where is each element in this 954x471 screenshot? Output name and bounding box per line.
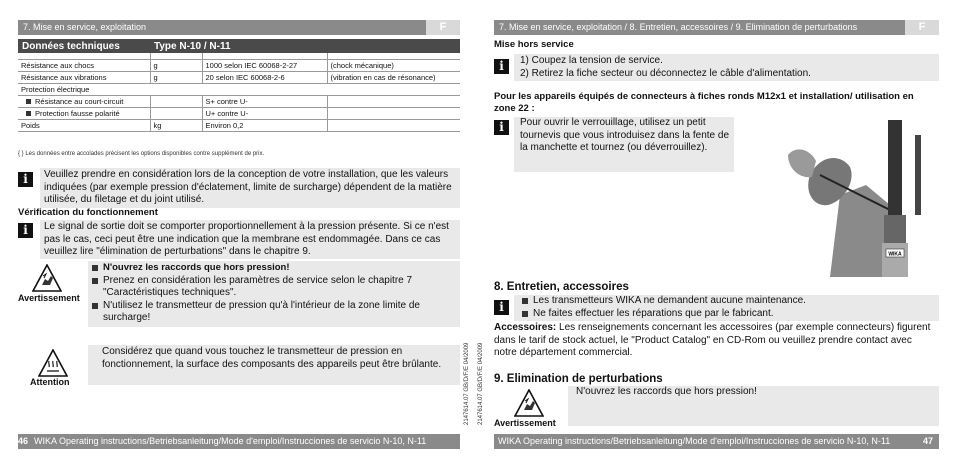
shutdown-step: 1) Coupez la tension de service. bbox=[520, 55, 663, 66]
table-cell: Résistance aux vibrations bbox=[18, 71, 150, 83]
table-cell: (chock mécanique) bbox=[327, 59, 460, 71]
table-cell: g bbox=[150, 71, 202, 83]
info-icon: i bbox=[494, 300, 509, 315]
maintenance-list bbox=[520, 295, 935, 320]
table-cell: kg bbox=[150, 119, 202, 131]
info-text-function: Le signal de sortie doit se comporter proportionnellement à la pression présente. Si ce n'est pas le cas, ceci peut être une indication que la membrane est endommagée. Dans ce cas veuillez lire "élimination de perturbations" dans le chapitre 9. bbox=[44, 221, 449, 257]
page-number: 46 bbox=[18, 436, 29, 446]
section-title-troubleshooting: 9. Elimination de perturbations bbox=[494, 373, 663, 385]
table-cell: S+ contre U- bbox=[202, 95, 327, 107]
hand-injury-warning-icon bbox=[514, 389, 544, 417]
header-text: 7. Mise en service, exploitation bbox=[23, 22, 147, 32]
connector-photo bbox=[770, 115, 940, 277]
section-title-shutdown: Mise hors service bbox=[494, 39, 574, 50]
document-code: 2147614.07 GB/D/F/E 04/2009 bbox=[478, 342, 484, 425]
info-text-design: Veuillez prendre en considération lors de la conception de votre installation, que les valeurs indiquées (par exemple pression d'éclatement, limite de surcharge) dépendent de la matière utilisée, du filetage et du joint utilisé. bbox=[44, 169, 452, 205]
caution-text: Considérez que quand vous touchez le transmetteur de pression en fonctionnement, la surface des composants des appareils peut être brûlante. bbox=[102, 346, 442, 370]
accessories-label: Accessoires: bbox=[494, 322, 557, 333]
table-cell: Protection électrique bbox=[18, 83, 460, 95]
section-title-verification: Vérification du fonctionnement bbox=[18, 207, 158, 218]
table-cell: 20 selon IEC 60068-2-6 bbox=[202, 71, 327, 83]
warning-item: N'utilisez le transmetteur de pression qu'à l'intérieur de la zone limite de surcharge! bbox=[90, 300, 452, 325]
table-head-title: Données techniques bbox=[18, 39, 150, 53]
warning-item: Prenez en considération les paramètres de service selon le chapitre 7 "Caractéristiques techniques". bbox=[90, 275, 452, 300]
document-code: 2147614.07 GB/D/F/E 04/2009 bbox=[464, 342, 470, 425]
warning-text: N'ouvrez les raccords que hors pression! bbox=[576, 386, 757, 397]
table-cell: U+ contre U- bbox=[202, 107, 327, 119]
accessories-body: Les renseignements concernant les accessoires (par exemple connecteurs) figurent dans le tarif de stock actuel, le "Product Catalog" en CD-Rom ou veuillez prendre contact avec notre département commercial. bbox=[494, 322, 931, 358]
table-cell: Résistance aux chocs bbox=[18, 59, 150, 71]
page-footer bbox=[18, 434, 460, 449]
warning-label: Avertissement bbox=[18, 293, 80, 303]
table-cell: Environ 0,2 bbox=[202, 119, 327, 131]
info-icon: i bbox=[18, 172, 33, 187]
right-page bbox=[484, 0, 954, 471]
caution-label: Attention bbox=[30, 377, 70, 387]
warning-label: Avertissement bbox=[494, 418, 556, 428]
header-text: 7. Mise en service, exploitation / 8. Entretien, accessoires / 9. Elimination de perturbations bbox=[499, 22, 858, 32]
table-cell: Poids bbox=[18, 119, 150, 131]
footnote: { } Les données entre accolades précisent les options disponibles contre supplément de prix. bbox=[18, 151, 265, 157]
photo-label: WIKA bbox=[888, 251, 902, 258]
maintenance-item: Ne faites effectuer les réparations que par le fabricant. bbox=[520, 308, 935, 321]
cell-text: Résistance au court-circuit bbox=[35, 96, 124, 106]
table-cell: 1000 selon IEC 60068-2-27 bbox=[202, 59, 327, 71]
table-cell: g bbox=[150, 59, 202, 71]
page-header bbox=[494, 20, 939, 35]
page-footer bbox=[494, 434, 939, 449]
info-icon: i bbox=[494, 120, 509, 135]
maintenance-item: Les transmetteurs WIKA ne demandent aucune maintenance. bbox=[520, 295, 935, 308]
footer-text: WIKA Operating instructions/Betriebsanleitung/Mode d'emploi/Instrucciones de servicio N-10, N-11 bbox=[498, 436, 891, 446]
language-tag: F bbox=[426, 20, 460, 35]
cell-text: Protection fausse polarité bbox=[35, 108, 120, 118]
warning-item: N'ouvrez les raccords que hors pression! bbox=[90, 262, 452, 275]
info-icon: i bbox=[18, 223, 33, 238]
section-title-maintenance: 8. Entretien, accessoires bbox=[494, 281, 629, 293]
page-number: 47 bbox=[922, 436, 933, 446]
m12-text: Pour ouvrir le verrouillage, utilisez un petit tournevis que vous introduisez dans la fente de la manchette et tournez (ou déverrouillez). bbox=[520, 117, 730, 153]
language-tag: F bbox=[905, 20, 939, 35]
info-icon: i bbox=[494, 59, 509, 74]
m12-title: Pour les appareils équipés de connecteurs à fiches ronds M12x1 et installation/ utilisation en zone 22 : bbox=[494, 91, 914, 114]
shutdown-step: 2) Retirez la fiche secteur ou déconnectez le câble d'alimentation. bbox=[520, 67, 811, 79]
shutdown-steps bbox=[520, 55, 935, 80]
table-head-type: Type N-10 / N-11 bbox=[150, 39, 460, 53]
left-footer-wrap bbox=[0, 0, 470, 471]
accessories-text bbox=[494, 322, 934, 360]
footer-text: WIKA Operating instructions/Betriebsanleitung/Mode d'emploi/Instrucciones de servicio N-10, N-11 bbox=[34, 436, 427, 446]
table-cell: (vibration en cas de résonance) bbox=[327, 71, 460, 83]
